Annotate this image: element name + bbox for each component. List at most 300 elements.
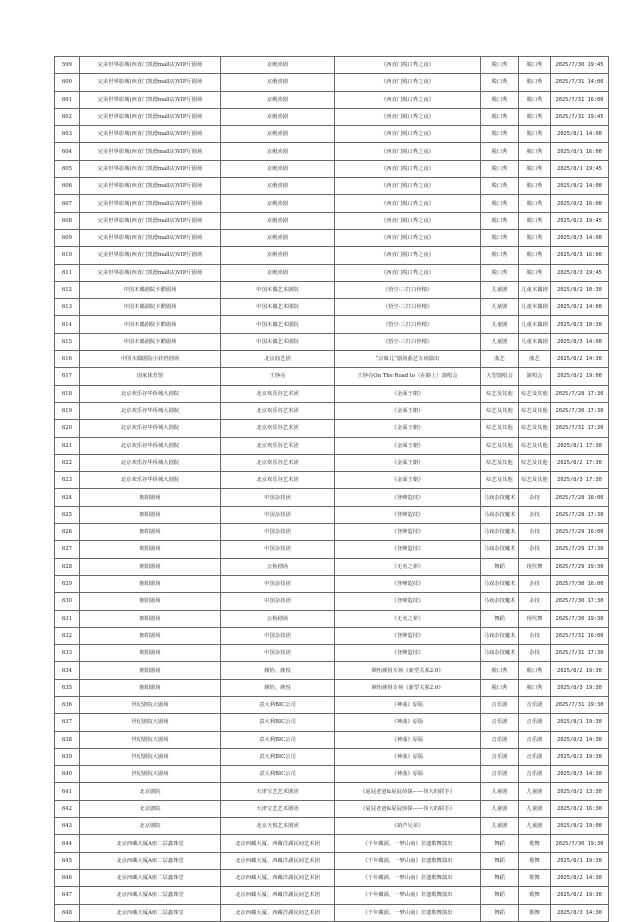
venue-cell: 中国木偶剧院卡酷剧场 bbox=[80, 333, 221, 350]
row-number: 646 bbox=[55, 869, 80, 886]
category-cell: 舞蹈 bbox=[481, 852, 519, 869]
category-cell: 音乐剧 bbox=[481, 696, 519, 713]
datetime-cell: 2025/8/2 19:45 bbox=[551, 212, 609, 229]
datetime-cell: 2025/7/31 16:00 bbox=[551, 91, 609, 108]
venue-cell: 完美世界影城(西直门凯德mall店)VIP厅剧场 bbox=[80, 229, 221, 246]
table-row bbox=[55, 869, 609, 886]
datetime-cell: 2025/8/2 14:30 bbox=[551, 731, 609, 748]
venue-cell: 朝阳剧场 bbox=[80, 593, 221, 610]
row-number: 602 bbox=[55, 108, 80, 125]
organizer-cell: 京殿喜剧 bbox=[221, 264, 335, 281]
program-title-cell: 《千年藏源，一梦山南》非遗歌舞演出 bbox=[335, 904, 481, 921]
program-title-cell: 《金面王朝》 bbox=[335, 420, 481, 437]
subcategory-cell: 歌舞 bbox=[519, 835, 551, 852]
subcategory-cell: 脱口秀 bbox=[519, 662, 551, 679]
row-number: 634 bbox=[55, 662, 80, 679]
subcategory-cell: 脱口秀 bbox=[519, 126, 551, 143]
table-row bbox=[55, 731, 609, 748]
category-cell: 脱口秀 bbox=[481, 143, 519, 160]
datetime-cell: 2025/7/31 19:30 bbox=[551, 696, 609, 713]
venue-cell: 北京西藏大厦A座二层鑫珠堂 bbox=[80, 835, 221, 852]
organizer-cell: 京殿喜剧 bbox=[221, 212, 335, 229]
subcategory-cell: 脱口秀 bbox=[519, 195, 551, 212]
category-cell: 音乐剧 bbox=[481, 714, 519, 731]
category-cell: 综艺及其他 bbox=[481, 420, 519, 437]
subcategory-cell: 演唱会 bbox=[519, 368, 551, 385]
venue-cell: 世纪剧院大剧场 bbox=[80, 731, 221, 748]
organizer-cell: 京殿喜剧 bbox=[221, 108, 335, 125]
table-row bbox=[55, 299, 609, 316]
program-title-cell: 《西直门脱口秀之夜》 bbox=[335, 74, 481, 91]
organizer-cell: 京殿喜剧 bbox=[221, 178, 335, 195]
datetime-cell: 2025/7/30 17:30 bbox=[551, 593, 609, 610]
subcategory-cell: 脱口秀 bbox=[519, 91, 551, 108]
organizer-cell: 京殿喜剧 bbox=[221, 247, 335, 264]
datetime-cell: 2025/7/30 19:30 bbox=[551, 835, 609, 852]
program-title-cell: 《西直门脱口秀之夜》 bbox=[335, 178, 481, 195]
subcategory-cell: 杂技 bbox=[519, 593, 551, 610]
organizer-cell: 京殿喜剧 bbox=[221, 126, 335, 143]
datetime-cell: 2025/8/2 19:30 bbox=[551, 748, 609, 765]
venue-cell: 北京剧院 bbox=[80, 783, 221, 800]
row-number: 614 bbox=[55, 316, 80, 333]
venue-cell: 北京欢乐谷华侨城大剧院 bbox=[80, 385, 221, 402]
organizer-cell: 北京欢乐谷艺术团 bbox=[221, 454, 335, 471]
row-number: 612 bbox=[55, 281, 80, 298]
organizer-cell: 北京西藏大厦、西藏洋湖民间艺术团 bbox=[221, 852, 335, 869]
subcategory-cell: 脱口秀 bbox=[519, 74, 551, 91]
category-cell: 舞蹈 bbox=[481, 887, 519, 904]
subcategory-cell: 音乐剧 bbox=[519, 731, 551, 748]
organizer-cell: 天津宝艺艺术剧团 bbox=[221, 783, 335, 800]
datetime-cell: 2025/7/29 17:30 bbox=[551, 541, 609, 558]
datetime-cell: 2025/8/2 19:00 bbox=[551, 818, 609, 835]
venue-cell: 中国木偶剧院小铃铛剧场 bbox=[80, 351, 221, 368]
subcategory-cell: 脱口秀 bbox=[519, 264, 551, 281]
table-row bbox=[55, 852, 609, 869]
row-number: 606 bbox=[55, 178, 80, 195]
table-row bbox=[55, 229, 609, 246]
category-cell: 马戏杂技魔术 bbox=[481, 489, 519, 506]
row-number: 610 bbox=[55, 247, 80, 264]
table-row bbox=[55, 333, 609, 350]
datetime-cell: 2025/7/29 19:30 bbox=[551, 558, 609, 575]
program-title-cell: 《西直门脱口秀之夜》 bbox=[335, 247, 481, 264]
organizer-cell: 北京欢乐谷艺术团 bbox=[221, 472, 335, 489]
program-title-cell: 《神曲》原版 bbox=[335, 766, 481, 783]
table-row bbox=[55, 281, 609, 298]
program-title-cell: 《神曲》原版 bbox=[335, 714, 481, 731]
program-title-cell: 《西直门脱口秀之夜》 bbox=[335, 57, 481, 74]
table-row bbox=[55, 74, 609, 91]
datetime-cell: 2025/8/2 14:00 bbox=[551, 299, 609, 316]
venue-cell: 完美世界影城(西直门凯德mall店)VIP厅剧场 bbox=[80, 57, 221, 74]
venue-cell: 完美世界影城(西直门凯德mall店)VIP厅剧场 bbox=[80, 143, 221, 160]
venue-cell: 北京欢乐谷华侨城大剧院 bbox=[80, 472, 221, 489]
program-title-cell: 《千年藏源，一梦山南》非遗歌舞演出 bbox=[335, 869, 481, 886]
venue-cell: 北京剧院 bbox=[80, 818, 221, 835]
category-cell: 脱口秀 bbox=[481, 264, 519, 281]
row-number: 616 bbox=[55, 351, 80, 368]
datetime-cell: 2025/8/2 16:00 bbox=[551, 195, 609, 212]
table-row bbox=[55, 91, 609, 108]
row-number: 630 bbox=[55, 593, 80, 610]
row-number: 600 bbox=[55, 74, 80, 91]
table-row bbox=[55, 420, 609, 437]
subcategory-cell: 综艺及其他 bbox=[519, 472, 551, 489]
category-cell: 马戏杂技魔术 bbox=[481, 645, 519, 662]
organizer-cell: 京殿喜剧 bbox=[221, 160, 335, 177]
category-cell: 音乐剧 bbox=[481, 731, 519, 748]
datetime-cell: 2025/8/1 16:00 bbox=[551, 143, 609, 160]
category-cell: 马戏杂技魔术 bbox=[481, 627, 519, 644]
venue-cell: 北京剧院 bbox=[80, 800, 221, 817]
organizer-cell: 中国木偶艺术剧院 bbox=[221, 316, 335, 333]
venue-cell: 北京欢乐谷华侨城大剧院 bbox=[80, 454, 221, 471]
subcategory-cell: 杂技 bbox=[519, 541, 551, 558]
organizer-cell: 中国杂技团 bbox=[221, 575, 335, 592]
organizer-cell: 中国木偶艺术剧院 bbox=[221, 281, 335, 298]
row-number: 644 bbox=[55, 835, 80, 852]
category-cell: 脱口秀 bbox=[481, 57, 519, 74]
table-body bbox=[55, 57, 609, 922]
datetime-cell: 2025/8/3 17:30 bbox=[551, 472, 609, 489]
category-cell: 舞蹈 bbox=[481, 904, 519, 921]
venue-cell: 朝阳剧场 bbox=[80, 627, 221, 644]
venue-cell: 完美世界影城(西直门凯德mall店)VIP厅剧场 bbox=[80, 247, 221, 264]
table-row bbox=[55, 541, 609, 558]
category-cell: 脱口秀 bbox=[481, 229, 519, 246]
row-number: 627 bbox=[55, 541, 80, 558]
table-row bbox=[55, 887, 609, 904]
category-cell: 脱口秀 bbox=[481, 91, 519, 108]
organizer-cell: 中国杂技团 bbox=[221, 645, 335, 662]
row-number: 628 bbox=[55, 558, 80, 575]
row-number: 604 bbox=[55, 143, 80, 160]
table-row bbox=[55, 748, 609, 765]
table-row bbox=[55, 472, 609, 489]
organizer-cell: 意大利BIC公司 bbox=[221, 731, 335, 748]
subcategory-cell: 杂技 bbox=[519, 645, 551, 662]
datetime-cell: 2025/8/2 10:30 bbox=[551, 281, 609, 298]
subcategory-cell: 脱口秀 bbox=[519, 229, 551, 246]
category-cell: 脱口秀 bbox=[481, 178, 519, 195]
row-number: 611 bbox=[55, 264, 80, 281]
organizer-cell: 京殿喜剧 bbox=[221, 74, 335, 91]
table-row bbox=[55, 506, 609, 523]
row-number: 626 bbox=[55, 524, 80, 541]
table-row bbox=[55, 178, 609, 195]
program-title-cell: 《金面王朝》 bbox=[335, 454, 481, 471]
organizer-cell: 颜怡、颜悦 bbox=[221, 662, 335, 679]
category-cell: 音乐剧 bbox=[481, 766, 519, 783]
table-row bbox=[55, 904, 609, 921]
datetime-cell: 2025/8/2 14:00 bbox=[551, 178, 609, 195]
table-row bbox=[55, 437, 609, 454]
program-title-cell: 《屁屁老爸&屁屁侦探——伟大的联手》 bbox=[335, 783, 481, 800]
datetime-cell: 2025/8/2 13:30 bbox=[551, 783, 609, 800]
subcategory-cell: 脱口秀 bbox=[519, 160, 551, 177]
subcategory-cell: 音乐剧 bbox=[519, 748, 551, 765]
program-title-cell: 《登峰造技》 bbox=[335, 575, 481, 592]
venue-cell: 朝阳剧场 bbox=[80, 541, 221, 558]
program-title-cell: 王铮亮On The Road to（在路上）演唱会 bbox=[335, 368, 481, 385]
subcategory-cell: 综艺及其他 bbox=[519, 420, 551, 437]
subcategory-cell: 儿童剧 bbox=[519, 800, 551, 817]
row-number: 631 bbox=[55, 610, 80, 627]
table-row bbox=[55, 766, 609, 783]
category-cell: 儿童剧 bbox=[481, 818, 519, 835]
subcategory-cell: 儿童木偶剧 bbox=[519, 316, 551, 333]
category-cell: 儿童剧 bbox=[481, 800, 519, 817]
program-title-cell: 《登峰造技》 bbox=[335, 506, 481, 523]
datetime-cell: 2025/8/2 19:00 bbox=[551, 368, 609, 385]
table-row bbox=[55, 610, 609, 627]
datetime-cell: 2025/7/29 16:00 bbox=[551, 524, 609, 541]
subcategory-cell: 脱口秀 bbox=[519, 108, 551, 125]
datetime-cell: 2025/8/3 10:30 bbox=[551, 316, 609, 333]
table-row bbox=[55, 524, 609, 541]
category-cell: 综艺及其他 bbox=[481, 472, 519, 489]
datetime-cell: 2025/7/30 16:00 bbox=[551, 575, 609, 592]
row-number: 607 bbox=[55, 195, 80, 212]
venue-cell: 朝阳剧场 bbox=[80, 575, 221, 592]
datetime-cell: 2025/8/3 19:45 bbox=[551, 264, 609, 281]
category-cell: 脱口秀 bbox=[481, 212, 519, 229]
organizer-cell: 京殿喜剧 bbox=[221, 57, 335, 74]
subcategory-cell: 综艺及其他 bbox=[519, 454, 551, 471]
category-cell: 马戏杂技魔术 bbox=[481, 506, 519, 523]
row-number: 622 bbox=[55, 454, 80, 471]
datetime-cell: 2025/8/2 14:30 bbox=[551, 869, 609, 886]
organizer-cell: 北京欢乐谷艺术团 bbox=[221, 402, 335, 419]
organizer-cell: 中国杂技团 bbox=[221, 541, 335, 558]
venue-cell: 北京西藏大厦A座二层鑫珠堂 bbox=[80, 869, 221, 886]
organizer-cell: 公狗剧场 bbox=[221, 558, 335, 575]
subcategory-cell: 音乐剧 bbox=[519, 766, 551, 783]
venue-cell: 朝阳剧场 bbox=[80, 645, 221, 662]
table-row bbox=[55, 575, 609, 592]
organizer-cell: 北京西藏大厦、西藏洋湖民间艺术团 bbox=[221, 887, 335, 904]
subcategory-cell: 杂技 bbox=[519, 489, 551, 506]
venue-cell: 北京西藏大厦A座二层鑫珠堂 bbox=[80, 887, 221, 904]
table-row bbox=[55, 247, 609, 264]
program-title-cell: 颜怡颜悦专场《新型关系2.0》 bbox=[335, 679, 481, 696]
venue-cell: 完美世界影城(西直门凯德mall店)VIP厅剧场 bbox=[80, 264, 221, 281]
category-cell: 音乐剧 bbox=[481, 748, 519, 765]
venue-cell: 中国木偶剧院卡酷剧场 bbox=[80, 299, 221, 316]
venue-cell: 中国木偶剧院卡酷剧场 bbox=[80, 316, 221, 333]
subcategory-cell: 脱口秀 bbox=[519, 212, 551, 229]
venue-cell: 完美世界影城(西直门凯德mall店)VIP厅剧场 bbox=[80, 126, 221, 143]
datetime-cell: 2025/8/1 19:30 bbox=[551, 714, 609, 731]
venue-cell: 世纪剧院大剧场 bbox=[80, 714, 221, 731]
program-title-cell: 颜怡颜悦专场《新型关系2.0》 bbox=[335, 662, 481, 679]
venue-cell: 完美世界影城(西直门凯德mall店)VIP厅剧场 bbox=[80, 212, 221, 229]
category-cell: 脱口秀 bbox=[481, 662, 519, 679]
venue-cell: 世纪剧院大剧场 bbox=[80, 766, 221, 783]
row-number: 629 bbox=[55, 575, 80, 592]
table-row bbox=[55, 662, 609, 679]
row-number: 625 bbox=[55, 506, 80, 523]
row-number: 605 bbox=[55, 160, 80, 177]
row-number: 632 bbox=[55, 627, 80, 644]
program-title-cell: 《金面王朝》 bbox=[335, 437, 481, 454]
category-cell: 舞蹈 bbox=[481, 869, 519, 886]
row-number: 621 bbox=[55, 437, 80, 454]
row-number: 641 bbox=[55, 783, 80, 800]
venue-cell: 朝阳剧场 bbox=[80, 679, 221, 696]
program-title-cell: 《神曲》原版 bbox=[335, 731, 481, 748]
organizer-cell: 中国杂技团 bbox=[221, 593, 335, 610]
organizer-cell: 北京曲艺团 bbox=[221, 351, 335, 368]
subcategory-cell: 儿童剧 bbox=[519, 783, 551, 800]
venue-cell: 世纪剧院大剧场 bbox=[80, 696, 221, 713]
subcategory-cell: 儿童木偶剧 bbox=[519, 299, 551, 316]
program-title-cell: 《西直门脱口秀之夜》 bbox=[335, 108, 481, 125]
program-title-cell: 《登峰造技》 bbox=[335, 541, 481, 558]
subcategory-cell: 综艺及其他 bbox=[519, 437, 551, 454]
table-row bbox=[55, 160, 609, 177]
datetime-cell: 2025/8/1 17:30 bbox=[551, 437, 609, 454]
datetime-cell: 2025/7/31 17:30 bbox=[551, 420, 609, 437]
organizer-cell: 北京欢乐谷艺术团 bbox=[221, 385, 335, 402]
organizer-cell: 中国杂技团 bbox=[221, 627, 335, 644]
datetime-cell: 2025/8/2 16:30 bbox=[551, 800, 609, 817]
datetime-cell: 2025/7/28 17:30 bbox=[551, 506, 609, 523]
table-row bbox=[55, 679, 609, 696]
organizer-cell: 颜怡、颜悦 bbox=[221, 679, 335, 696]
subcategory-cell: 综艺及其他 bbox=[519, 402, 551, 419]
subcategory-cell: 杂技 bbox=[519, 575, 551, 592]
subcategory-cell: 综艺及其他 bbox=[519, 385, 551, 402]
subcategory-cell: 歌舞 bbox=[519, 869, 551, 886]
category-cell: 脱口秀 bbox=[481, 108, 519, 125]
program-title-cell: 《悟空·三打白骨精》 bbox=[335, 281, 481, 298]
row-number: 640 bbox=[55, 766, 80, 783]
row-number: 618 bbox=[55, 385, 80, 402]
subcategory-cell: 歌舞 bbox=[519, 904, 551, 921]
organizer-cell: 王铮亮 bbox=[221, 368, 335, 385]
subcategory-cell: 脱口秀 bbox=[519, 247, 551, 264]
table-row bbox=[55, 316, 609, 333]
venue-cell: 朝阳剧场 bbox=[80, 524, 221, 541]
datetime-cell: 2025/7/31 16:00 bbox=[551, 627, 609, 644]
subcategory-cell: 杂技 bbox=[519, 627, 551, 644]
organizer-cell: 意大利BIC公司 bbox=[221, 696, 335, 713]
program-title-cell: 《悟空·三打白骨精》 bbox=[335, 316, 481, 333]
subcategory-cell: 儿童剧 bbox=[519, 818, 551, 835]
program-title-cell: 《西直门脱口秀之夜》 bbox=[335, 126, 481, 143]
table-row bbox=[55, 783, 609, 800]
organizer-cell: 意大利BIC公司 bbox=[221, 748, 335, 765]
table-row bbox=[55, 696, 609, 713]
program-title-cell: 《西直门脱口秀之夜》 bbox=[335, 91, 481, 108]
program-title-cell: 《金面王朝》 bbox=[335, 402, 481, 419]
venue-cell: 朝阳剧场 bbox=[80, 558, 221, 575]
row-number: 639 bbox=[55, 748, 80, 765]
table-row bbox=[55, 264, 609, 281]
table-row bbox=[55, 212, 609, 229]
organizer-cell: 公狗剧场 bbox=[221, 610, 335, 627]
subcategory-cell: 曲艺 bbox=[519, 351, 551, 368]
program-title-cell: 《西直门脱口秀之夜》 bbox=[335, 229, 481, 246]
row-number: 624 bbox=[55, 489, 80, 506]
program-title-cell: 《登峰造技》 bbox=[335, 593, 481, 610]
category-cell: 综艺及其他 bbox=[481, 385, 519, 402]
datetime-cell: 2025/8/3 14:00 bbox=[551, 333, 609, 350]
category-cell: 马戏杂技魔术 bbox=[481, 593, 519, 610]
venue-cell: 北京西藏大厦A座二层鑫珠堂 bbox=[80, 852, 221, 869]
category-cell: 大型演唱会 bbox=[481, 368, 519, 385]
venue-cell: 北京欢乐谷华侨城大剧院 bbox=[80, 402, 221, 419]
program-title-cell: 《西直门脱口秀之夜》 bbox=[335, 212, 481, 229]
program-title-cell: 《悟空·三打白骨精》 bbox=[335, 299, 481, 316]
category-cell: 儿童剧 bbox=[481, 316, 519, 333]
datetime-cell: 2025/7/31 14:00 bbox=[551, 74, 609, 91]
organizer-cell: 北京西藏大厦、西藏洋湖民间艺术团 bbox=[221, 835, 335, 852]
program-title-cell: 《登峰造技》 bbox=[335, 627, 481, 644]
program-title-cell: 《神曲》原版 bbox=[335, 748, 481, 765]
organizer-cell: 北京欢乐谷艺术团 bbox=[221, 420, 335, 437]
datetime-cell: 2025/8/1 14:00 bbox=[551, 126, 609, 143]
category-cell: 儿童剧 bbox=[481, 783, 519, 800]
venue-cell: 完美世界影城(西直门凯德mall店)VIP厅剧场 bbox=[80, 178, 221, 195]
row-number: 599 bbox=[55, 57, 80, 74]
row-number: 608 bbox=[55, 212, 80, 229]
organizer-cell: 中国木偶艺术剧院 bbox=[221, 299, 335, 316]
venue-cell: 世纪剧院大剧场 bbox=[80, 748, 221, 765]
category-cell: 儿童剧 bbox=[481, 299, 519, 316]
program-title-cell: 《西直门脱口秀之夜》 bbox=[335, 143, 481, 160]
table-row bbox=[55, 126, 609, 143]
table-row bbox=[55, 818, 609, 835]
program-title-cell: 《葫芦兄弟》 bbox=[335, 818, 481, 835]
venue-cell: 朝阳剧场 bbox=[80, 662, 221, 679]
category-cell: 综艺及其他 bbox=[481, 437, 519, 454]
row-number: 645 bbox=[55, 852, 80, 869]
table-row bbox=[55, 108, 609, 125]
organizer-cell: 天津宝艺艺术剧团 bbox=[221, 800, 335, 817]
program-title-cell: 《登峰造技》 bbox=[335, 645, 481, 662]
category-cell: 脱口秀 bbox=[481, 195, 519, 212]
program-title-cell: 《西直门脱口秀之夜》 bbox=[335, 195, 481, 212]
venue-cell: 朝阳剧场 bbox=[80, 489, 221, 506]
table-row bbox=[55, 195, 609, 212]
venue-cell: 完美世界影城(西直门凯德mall店)VIP厅剧场 bbox=[80, 195, 221, 212]
table-row bbox=[55, 800, 609, 817]
row-number: 619 bbox=[55, 402, 80, 419]
category-cell: 马戏杂技魔术 bbox=[481, 575, 519, 592]
datetime-cell: 2025/8/3 14:30 bbox=[551, 904, 609, 921]
organizer-cell: 意大利BIC公司 bbox=[221, 714, 335, 731]
datetime-cell: 2025/8/3 16:00 bbox=[551, 247, 609, 264]
subcategory-cell: 歌舞 bbox=[519, 852, 551, 869]
table-row bbox=[55, 714, 609, 731]
datetime-cell: 2025/8/3 19:30 bbox=[551, 679, 609, 696]
subcategory-cell: 现代舞 bbox=[519, 610, 551, 627]
table-row bbox=[55, 593, 609, 610]
datetime-cell: 2025/8/2 19:30 bbox=[551, 662, 609, 679]
category-cell: 脱口秀 bbox=[481, 247, 519, 264]
program-title-cell: 《千年藏源，一梦山南》非遗歌舞演出 bbox=[335, 887, 481, 904]
datetime-cell: 2025/8/1 19:30 bbox=[551, 852, 609, 869]
venue-cell: 中国木偶剧院卡酷剧场 bbox=[80, 281, 221, 298]
row-number: 637 bbox=[55, 714, 80, 731]
datetime-cell: 2025/7/28 17:30 bbox=[551, 385, 609, 402]
datetime-cell: 2025/7/31 17:30 bbox=[551, 645, 609, 662]
row-number: 648 bbox=[55, 904, 80, 921]
